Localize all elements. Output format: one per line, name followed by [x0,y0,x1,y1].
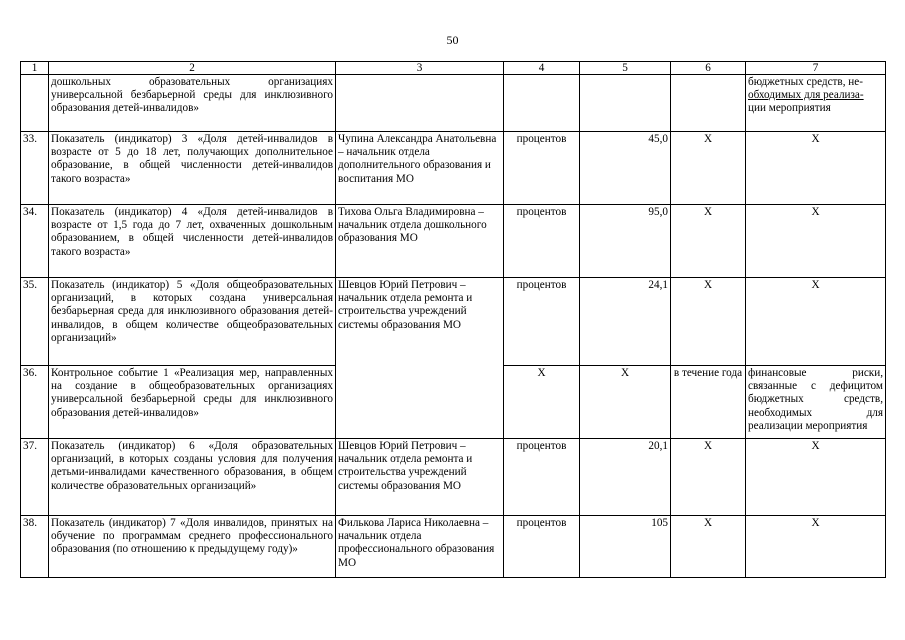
row-number: 33. [21,132,49,205]
row-deadline: X [671,205,746,278]
table-row [21,278,886,366]
table-row [21,205,886,278]
row-value [580,75,671,132]
row-number: 37. [21,439,49,516]
row-number: 34. [21,205,49,278]
risks-line: ции мероприятия [748,102,831,115]
row-description: Показатель (индикатор) 4 «Доля детей-инвалидов в возрасте от 1,5 года до 7 лет, охваченных дошкольным образованием, в общей численности детей-инвалидов такого возраста» [49,205,336,278]
row-description: Показатель (индикатор) 7 «Доля инвалидов, принятых на обучение по программам среднего профессионального образования (по отношению к предыдущему году)» [49,516,336,578]
row-responsible: Тихова Ольга Владимировна – начальник отдела дошкольного образования МО [336,205,504,278]
column-number: 2 [49,62,336,75]
table-row [21,439,886,516]
table-row [21,516,886,578]
row-number: 38. [21,516,49,578]
column-number-row [21,62,886,75]
row-description: Показатель (индикатор) 3 «Доля детей-инвалидов в возрасте от 5 до 18 лет, получающих дополнительное образование, в общей численности детей-инвалидов такого возраста» [49,132,336,205]
column-number: 3 [336,62,504,75]
row-risks [746,75,886,132]
column-number: 7 [746,62,886,75]
row-description: Показатель (индикатор) 6 «Доля образовательных организаций, в которых созданы условия для получения детьми-инвалидами качественного образования, в общем количестве образовательных организаций» [49,439,336,516]
row-value: 95,0 [580,205,671,278]
column-number: 6 [671,62,746,75]
row-unit: процентов [504,132,580,205]
table-row [21,132,886,205]
row-unit: процентов [504,278,580,366]
row-description: Показатель (индикатор) 5 «Доля общеобразовательных организаций, в которых создана универсальная безбарьерная среда для инклюзивного образования детей-инвалидов, в общем количестве общеобразовательных организаций» [49,278,336,366]
row-deadline: X [671,516,746,578]
row-unit: X [504,366,580,439]
column-number: 4 [504,62,580,75]
row-responsible: Шевцов Юрий Петрович – начальник отдела ремонта и строительства учреждений системы образования МО [336,278,504,439]
measures-table [20,61,886,578]
row-unit: процентов [504,516,580,578]
row-description: дошкольных образовательных организациях универсальной безбарьерной среды для инклюзивного образования детей-инвалидов» [49,75,336,132]
row-number: 36. [21,366,49,439]
column-number: 5 [580,62,671,75]
row-risks: X [746,132,886,205]
row-value: X [580,366,671,439]
row-responsible: Чупина Александра Анатольевна – начальник отдела дополнительного образования и воспитания МО [336,132,504,205]
risks-line: бюджетных средств, не- [748,76,863,88]
row-responsible [336,75,504,132]
row-value: 20,1 [580,439,671,516]
row-value: 24,1 [580,278,671,366]
page-number: 50 [446,33,459,47]
table-row-continuation [21,75,886,132]
row-deadline [671,75,746,132]
row-value: 45,0 [580,132,671,205]
row-risks: X [746,516,886,578]
row-unit: процентов [504,205,580,278]
row-number: 35. [21,278,49,366]
row-unit: процентов [504,439,580,516]
row-risks: X [746,439,886,516]
row-description: Контрольное событие 1 «Реализация мер, направленных на создание в общеобразовательных организациях универсальной безбарьерной среды для инклюзивного образования детей-инвалидов» [49,366,336,439]
row-risks: X [746,205,886,278]
row-deadline: в течение года [671,366,746,439]
risks-line: обходимых для реализа- [748,89,864,102]
row-responsible: Шевцов Юрий Петрович – начальник отдела ремонта и строительства учреждений системы образования МО [336,439,504,516]
row-deadline: X [671,132,746,205]
row-value: 105 [580,516,671,578]
row-risks: финансовые риски, связанные с дефицитом бюджетных средств, необходимых для реализации мероприятия [746,366,886,439]
row-unit [504,75,580,132]
row-deadline: X [671,439,746,516]
column-number: 1 [21,62,49,75]
row-responsible: Филькова Лариса Николаевна – начальник отдела профессионального образования МО [336,516,504,578]
row-number [21,75,49,132]
row-deadline: X [671,278,746,366]
row-risks: X [746,278,886,366]
